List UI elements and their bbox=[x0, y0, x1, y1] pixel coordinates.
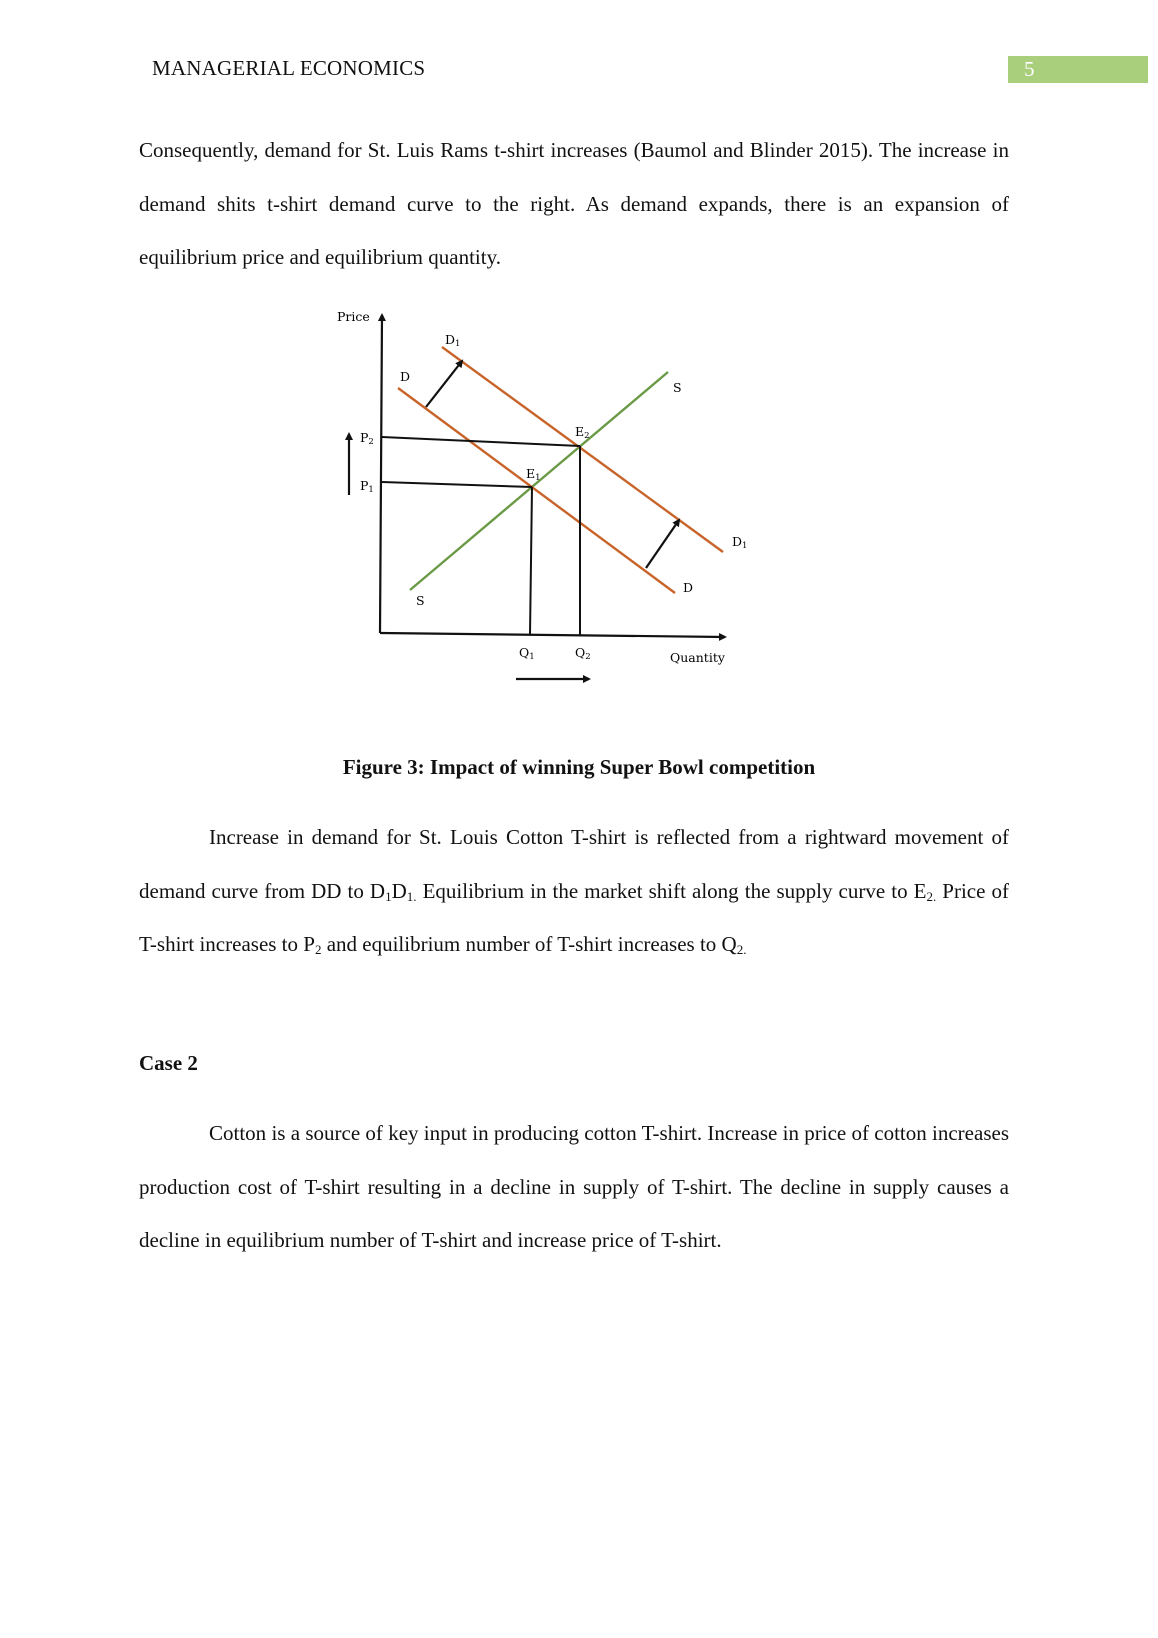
label-q1: Q1 bbox=[519, 645, 535, 662]
paragraph-demand-shift: Increase in demand for St. Louis Cotton T-shirt is reflected from a rightward movement of demand curve from DD to $D_1D_{1.}$ Equilibrium in the market shift along the supply curve to $E_{2.}$ Price of T-shirt increases to $P_2$ and equilibrium number of T-shirt increases to $Q_{2.}$ bbox=[139, 825, 1009, 957]
label-d1-top: D1 bbox=[445, 332, 461, 349]
label-s-bottom: S bbox=[416, 593, 425, 608]
figure-caption: Figure 3: Impact of winning Super Bowl competition bbox=[342, 755, 816, 779]
y-axis bbox=[380, 315, 382, 633]
shift-arrow-lower bbox=[646, 520, 679, 568]
supply-demand-diagram bbox=[330, 310, 790, 715]
x-axis bbox=[380, 633, 725, 637]
demand-curve-d bbox=[398, 388, 675, 593]
running-header: MANAGERIAL ECONOMICS bbox=[152, 56, 426, 80]
paragraph-intro: Consequently, demand for St. Luis Rams t-shirt increases (Baumol and Blinder 2015). The increase in demand shits t-shirt demand curve to the right. As demand expands, there is an expansion of equilibrium price and equilibrium quantity. bbox=[139, 138, 1009, 269]
paragraph-cotton: Cotton is a source of key input in producing cotton T-shirt. Increase in price of cotton increases production cost of T-shirt resulting in a decline in supply of T-shirt. The decline in supply causes a decline in equilibrium number of T-shirt and increase price of T-shirt. bbox=[139, 1121, 1009, 1252]
page-number: 5 bbox=[1008, 56, 1148, 83]
label-d1-right: D1 bbox=[732, 534, 748, 551]
supply-demand-figure bbox=[330, 310, 790, 715]
axis-label-price: Price bbox=[337, 310, 370, 324]
label-e2: E2 bbox=[575, 424, 590, 441]
q1-guide bbox=[530, 487, 532, 635]
label-d-top: D bbox=[400, 369, 411, 384]
p1-guide bbox=[382, 482, 532, 487]
label-d-bottom: D bbox=[683, 580, 694, 595]
label-s-top: S bbox=[673, 380, 682, 395]
label-q2: Q2 bbox=[575, 645, 591, 662]
section-heading-case-2: Case 2 bbox=[139, 1051, 198, 1075]
label-p2: P2 bbox=[360, 430, 374, 447]
label-e1: E1 bbox=[526, 466, 541, 483]
label-p1: P1 bbox=[360, 478, 374, 495]
shift-arrow-upper bbox=[426, 361, 462, 407]
p2-guide bbox=[382, 437, 580, 446]
demand-curve-d1 bbox=[442, 347, 723, 552]
axis-label-quantity: Quantity bbox=[670, 650, 725, 665]
